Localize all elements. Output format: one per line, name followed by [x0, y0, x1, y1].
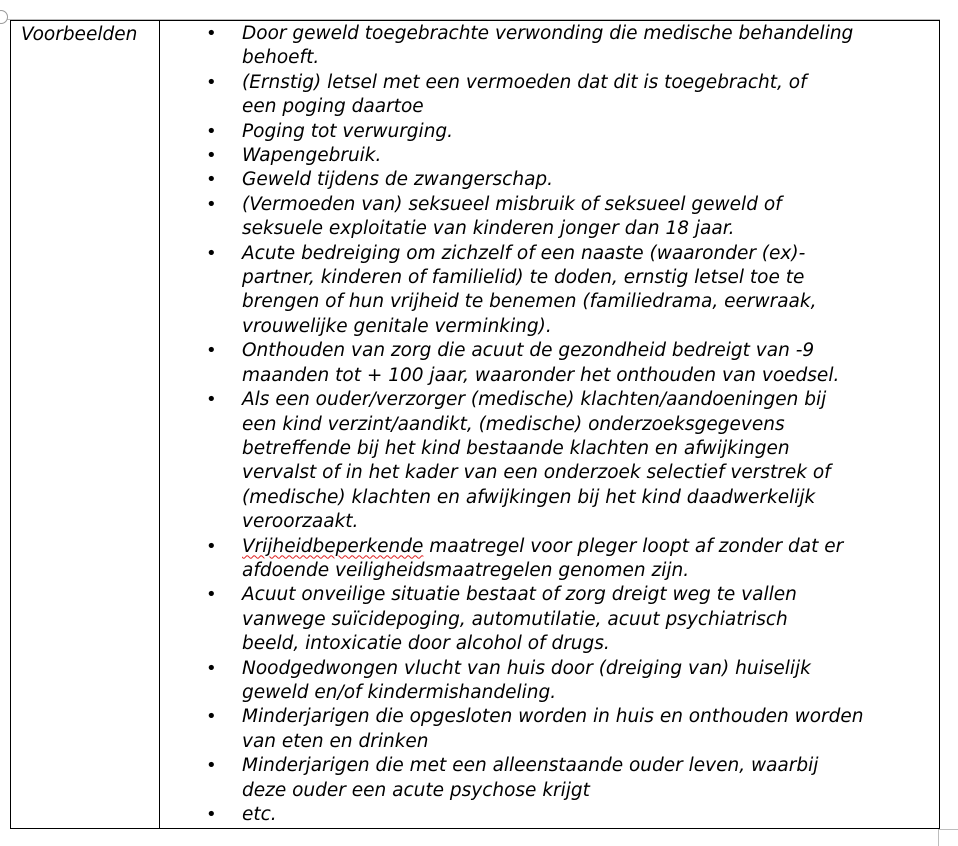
list-item: [160, 22, 939, 71]
list-item: [160, 705, 939, 754]
list-item-text: Noodgedwongen vlucht van huis door (dreiging van) huiselijk geweld en/of kindermishandeling.: [242, 657, 811, 703]
bullet-icon: •: [206, 23, 217, 44]
bullet-icon: •: [206, 193, 217, 215]
list-item: [160, 535, 939, 584]
list-item: [160, 803, 939, 827]
list-item-text: (Vermoeden van) seksueel misbruik of seksueel geweld of seksuele exploitatie van kinderen jonger dan 18 jaar.: [242, 193, 782, 240]
bullet-icon: •: [206, 657, 217, 679]
list-item: [160, 754, 939, 803]
row-label: Voorbeelden: [21, 24, 138, 45]
list-item: [160, 120, 939, 144]
list-item: [160, 583, 939, 656]
list-item: [160, 168, 939, 192]
list-item-text: Door geweld toegebrachte verwonding die medische behandeling behoeft.: [242, 23, 854, 69]
bullet-icon: •: [206, 169, 217, 191]
list-item: [160, 242, 939, 340]
table-move-handle[interactable]: [0, 10, 8, 24]
list-item: [160, 657, 939, 706]
content-cell[interactable]: [160, 21, 940, 829]
list-item-text: Acute bedreiging om zichzelf of een naaste (waaronder (ex)- partner, kinderen of familielid) te doden, ernstig letsel toe te brengen of hun vrijheid te benemen (familiedrama, eerwraak, vrouwelijke genitale verminking).: [242, 242, 817, 337]
list-item-text: Geweld tijdens de zwangerschap.: [242, 169, 554, 191]
spellcheck-flagged-word[interactable]: Vrijheidbeperkende: [242, 535, 424, 557]
list-item-text: Wapengebruik.: [242, 145, 382, 167]
list-item: [160, 193, 939, 242]
bullet-icon: •: [206, 706, 217, 728]
bullet-icon: •: [206, 340, 217, 362]
examples-table: [10, 20, 940, 829]
bullet-icon: •: [206, 120, 217, 142]
list-item-text: etc.: [242, 804, 277, 825]
bullet-icon: •: [206, 389, 217, 411]
list-item-text: Acuut onveilige situatie bestaat of zorg dreigt weg te vallen vanwege suïcidepoging, automutilatie, acuut psychiatrisch beeld, intoxicatie door alcohol of drugs.: [242, 584, 797, 655]
examples-bullet-list: [160, 22, 939, 827]
bullet-icon: •: [206, 804, 217, 825]
list-item: [160, 144, 939, 168]
bullet-icon: •: [206, 584, 217, 606]
bullet-icon: •: [206, 755, 217, 777]
page-corner-mark: [938, 829, 958, 846]
list-item-text: Onthouden van zorg die acuut de gezondheid bedreigt van -9 maanden tot + 100 jaar, waaronder het onthouden van voedsel.: [242, 340, 840, 386]
list-item: [160, 71, 939, 120]
table-row: [11, 21, 940, 829]
bullet-icon: •: [206, 145, 217, 167]
list-item-text: Poging tot verwurging.: [242, 120, 454, 142]
list-item-text: Minderjarigen die met een alleenstaande ouder leven, waarbij deze ouder een acute psychose krijgt: [242, 755, 819, 801]
bullet-icon: •: [206, 242, 217, 264]
list-item-text: Als een ouder/verzorger (medische) klachten/aandoeningen bij een kind verzint/aandikt, (medische) onderzoeksgegevens betreffende bij het kind bestaande klachten en afwijkingen vervalst of in het kader van een onderzoek selectief verstrek of (medische) klachten en afwijkingen bij het kind daadwerkelijk veroorzaakt.: [242, 389, 831, 533]
label-cell[interactable]: [11, 21, 160, 829]
list-item: [160, 388, 939, 534]
list-item: [160, 339, 939, 388]
list-item-text: Minderjarigen die opgesloten worden in huis en onthouden worden van eten en drinken: [242, 706, 864, 752]
list-item-text: maatregel voor pleger loopt af zonder dat er afdoende veiligheidsmaatregelen genomen zijn.: [242, 535, 844, 581]
bullet-icon: •: [206, 71, 217, 93]
bullet-icon: •: [206, 535, 217, 557]
list-item-text: (Ernstig) letsel met een vermoeden dat dit is toegebracht, of een poging daartoe: [242, 71, 807, 118]
